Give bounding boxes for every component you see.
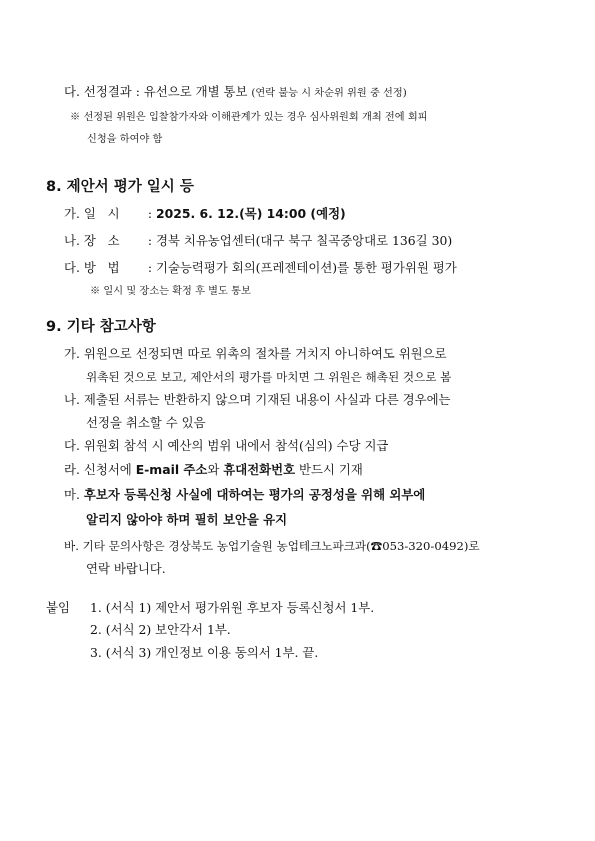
colon: : xyxy=(147,260,153,275)
item-marker: 나. xyxy=(64,233,80,248)
section-8-heading: 8. 제안서 평가 일시 등 xyxy=(46,179,194,195)
item-marker: 다. xyxy=(64,84,80,99)
method-value: 기술능력평가 회의(프레젠테이션)를 통한 평가위원 평가 xyxy=(155,260,457,275)
method-label: 방 법 xyxy=(83,260,120,275)
note-ba-text-1: 기타 문의사항은 경상북도 농업기술원 농업테크노파크과(☎053-320-0492)로 xyxy=(82,539,480,553)
item-marker: 다. xyxy=(64,438,80,453)
note-da-text: 위원회 참석 시 예산의 범위 내에서 참석(심의) 수당 지급 xyxy=(83,438,389,453)
item-marker: 가. xyxy=(64,346,80,361)
notice-mark: ※ xyxy=(70,112,81,123)
notice-text-2: 신청을 하여야 함 xyxy=(87,134,163,145)
note-ra-post: 반드시 기재 xyxy=(295,462,363,477)
item-marker: 라. xyxy=(64,462,80,477)
note-ma-line1 xyxy=(64,487,425,503)
note-ba-line1 xyxy=(64,538,480,554)
attachment-item-1: 1. (서식 1) 제안서 평가위원 후보자 등록신청서 1부. xyxy=(90,600,375,615)
note-na-line1 xyxy=(64,392,451,408)
notice-text-1: 선정된 위원은 입찰참가자와 이해관계가 있는 경우 심사위원회 개최 전에 회피 xyxy=(83,112,428,123)
colon: : xyxy=(147,233,153,248)
note-ra-pre: 신청서에 xyxy=(83,462,136,477)
note-ra-line xyxy=(64,462,363,478)
item-marker: 가. xyxy=(64,206,80,221)
note-ma-line2: 알리지 않아야 하며 필히 보안을 유지 xyxy=(86,512,288,527)
note-ga-text-1: 위원으로 선정되면 따로 위촉의 절차를 거치지 아니하여도 위원으로 xyxy=(83,346,447,361)
item-marker: 다. xyxy=(64,260,80,275)
schedule-note: ※ 일시 및 장소는 확정 후 별도 통보 xyxy=(90,286,251,297)
note-ga-line1 xyxy=(64,346,447,362)
selection-result-text: 선정결과 : 유선으로 개별 통보 xyxy=(83,84,248,99)
selection-result-line xyxy=(64,84,407,102)
item-marker: 마. xyxy=(64,487,80,502)
note-na-line2: 선정을 취소할 수 있음 xyxy=(86,415,206,430)
place-label: 장 소 xyxy=(83,233,120,248)
place-value: 경북 치유농업센터(대구 북구 칠곡중앙대로 136길 30) xyxy=(155,233,453,248)
attachment-item-3: 3. (서식 3) 개인정보 이용 동의서 1부. 끝. xyxy=(90,645,319,660)
attachments-label: 붙임 xyxy=(46,600,70,615)
note-ba-line2: 연락 바랍니다. xyxy=(86,561,166,576)
note-ra-mid: 와 xyxy=(207,462,224,477)
phone-emphasis: 휴대전화번호 xyxy=(223,462,296,477)
section-9-heading: 9. 기타 참고사항 xyxy=(46,319,156,335)
notice-recusal-line2 xyxy=(87,132,162,148)
note-ma-text-1: 후보자 등록신청 사실에 대하여는 평가의 공정성을 위해 외부에 xyxy=(83,487,426,502)
item-marker: 바. xyxy=(64,539,79,553)
item-marker: 나. xyxy=(64,392,80,407)
schedule-method-line xyxy=(64,260,457,276)
schedule-place-line xyxy=(64,233,452,249)
note-na-text-1: 제출된 서류는 반환하지 않으며 기재된 내용이 사실과 다른 경우에는 xyxy=(83,392,451,407)
email-emphasis: E-mail 주소 xyxy=(135,462,208,477)
note-ga-line2: 위촉된 것으로 보고, 제안서의 평가를 마치면 그 위원은 해촉된 것으로 봄 xyxy=(86,370,452,384)
note-da-line xyxy=(64,438,388,454)
date-value: 2025. 6. 12.(목) 14:00 (예정) xyxy=(155,206,346,221)
date-label: 일 시 xyxy=(83,206,120,221)
notice-recusal-line1 xyxy=(70,110,428,126)
colon: : xyxy=(147,206,153,221)
attachment-item-2: 2. (서식 2) 보안각서 1부. xyxy=(90,622,231,637)
schedule-date-line xyxy=(64,206,346,222)
selection-result-note: (연락 불능 시 차순위 위원 중 선정) xyxy=(251,88,407,99)
